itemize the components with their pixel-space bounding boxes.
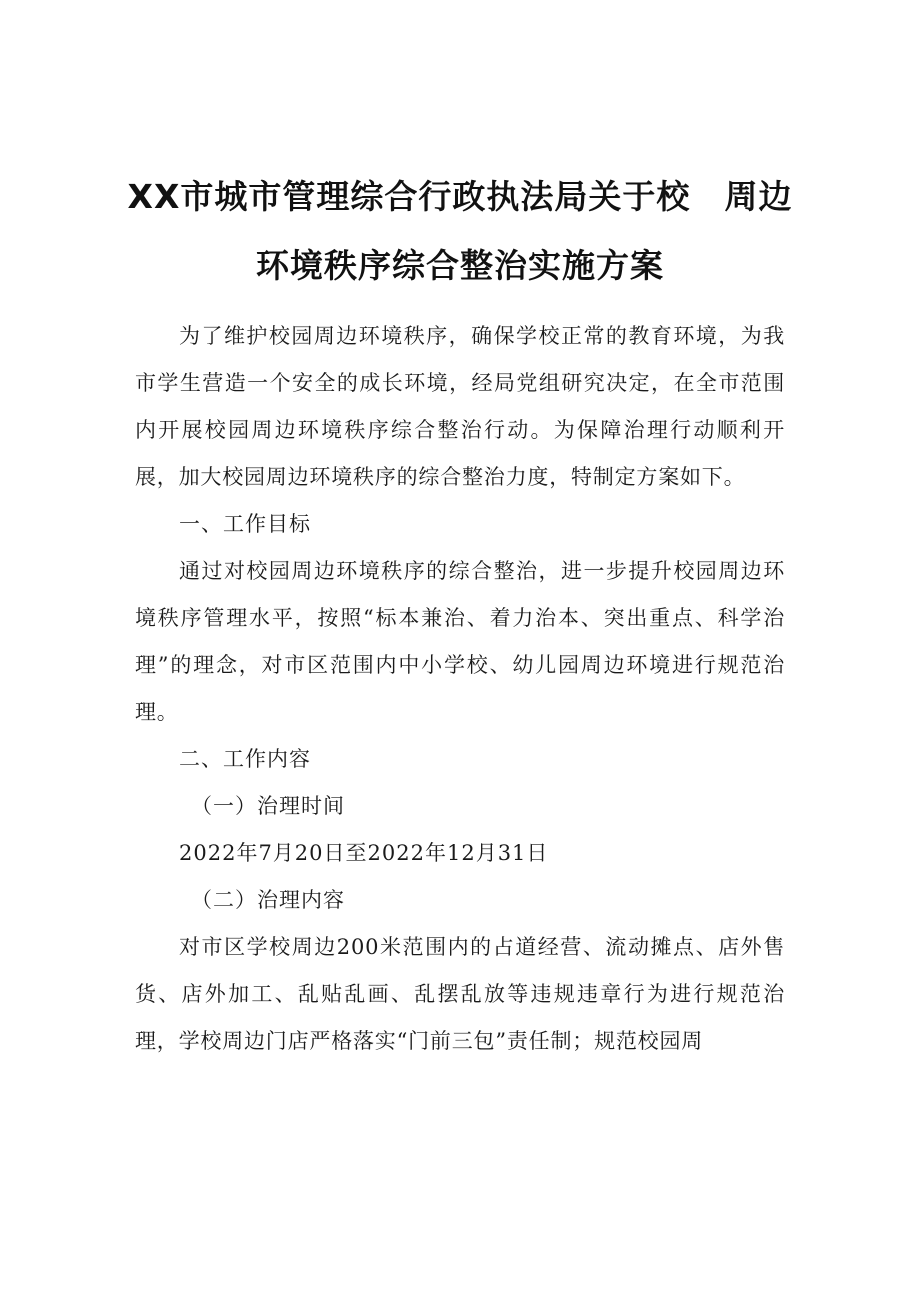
title-line-1-part-2: 周边 (724, 177, 793, 216)
document-body (135, 313, 785, 1065)
subheading-time: （一）治理时间 (191, 794, 345, 818)
goals-paragraph: 通过对校园周边环境秩序的综合整治，进一步提升校园周边环境秩序管理水平，按照“标本兼治、着力治本、突出重点、科学治理”的理念，对市区范围内中小学校、幼儿园周边环境进行规范治理。 (135, 559, 785, 724)
intro-paragraph: 为了维护校园周边环境秩序，确保学校正常的教育环境，为我市学生营造一个安全的成长环境，经局党组研究决定，在全市范围内开展校园周边环境秩序综合整治行动。为保障治理行动顺利开展，加大校园周边环境秩序的综合整治力度，特制定方案如下。 (135, 324, 785, 489)
time-range-text: 2022年7月20日至2022年12月31日 (179, 841, 549, 865)
document-title-line-2: 环境秩序综合整治实施方案 (256, 246, 664, 285)
content-paragraph: 对市区学校周边200米范围内的占道经营、流动摊点、店外售货、店外加工、乱贴乱画、乱摆乱放等违规违章行为进行规范治理，学校周边门店严格落实“门前三包”责任制；规范校园周 (135, 935, 785, 1053)
subheading-content: （二）治理内容 (191, 888, 345, 912)
section-heading-goals: 一、工作目标 (179, 512, 311, 536)
title-line-1-part-1: XX市城市管理综合行政执法局关于校 (127, 177, 691, 216)
document-title-line-1 (100, 177, 820, 217)
section-heading-content: 二、工作内容 (179, 747, 311, 771)
